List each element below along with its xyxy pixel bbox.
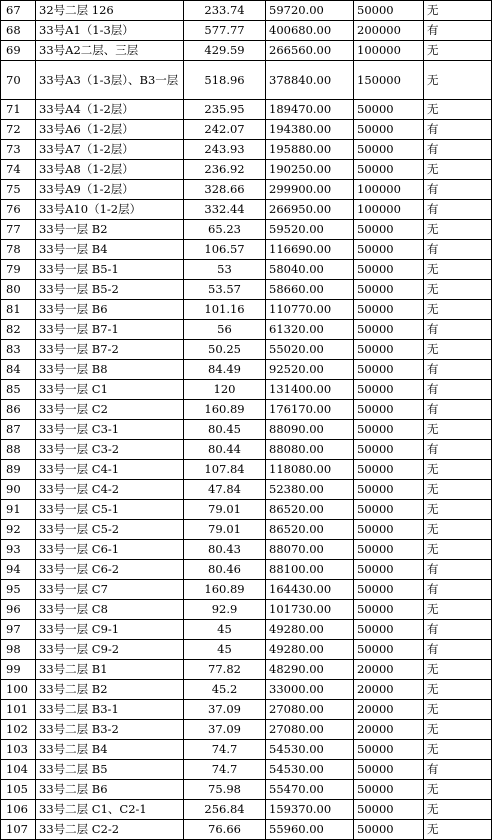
unit-name: 33号A7（1-2层） bbox=[36, 140, 184, 160]
unit-flag: 无 bbox=[424, 800, 492, 820]
unit-price: 92520.00 bbox=[266, 360, 354, 380]
table-row bbox=[1, 620, 492, 640]
unit-name: 33号一层 B7-1 bbox=[36, 320, 184, 340]
unit-flag: 有 bbox=[424, 240, 492, 260]
unit-name: 33号一层 C9-1 bbox=[36, 620, 184, 640]
table-row bbox=[1, 820, 492, 840]
unit-flag: 有 bbox=[424, 440, 492, 460]
unit-flag: 有 bbox=[424, 200, 492, 220]
table-row bbox=[1, 500, 492, 520]
table-row bbox=[1, 520, 492, 540]
unit-flag: 有 bbox=[424, 140, 492, 160]
table-row bbox=[1, 280, 492, 300]
unit-area: 45.2 bbox=[184, 680, 266, 700]
table-row bbox=[1, 720, 492, 740]
unit-price: 59720.00 bbox=[266, 1, 354, 21]
unit-area: 101.16 bbox=[184, 300, 266, 320]
unit-price: 299900.00 bbox=[266, 180, 354, 200]
unit-deposit: 20000 bbox=[354, 660, 424, 680]
unit-area: 235.95 bbox=[184, 100, 266, 120]
unit-deposit: 50000 bbox=[354, 560, 424, 580]
unit-flag: 有 bbox=[424, 560, 492, 580]
table-row bbox=[1, 460, 492, 480]
unit-area: 328.66 bbox=[184, 180, 266, 200]
table-row bbox=[1, 780, 492, 800]
unit-name: 33号一层 C3-1 bbox=[36, 420, 184, 440]
unit-name: 33号一层 C9-2 bbox=[36, 640, 184, 660]
unit-price: 110770.00 bbox=[266, 300, 354, 320]
row-number: 77 bbox=[1, 220, 36, 240]
unit-deposit: 50000 bbox=[354, 780, 424, 800]
unit-area: 107.84 bbox=[184, 460, 266, 480]
unit-area: 74.7 bbox=[184, 760, 266, 780]
table-row bbox=[1, 420, 492, 440]
unit-area: 233.74 bbox=[184, 1, 266, 21]
table-row bbox=[1, 640, 492, 660]
unit-deposit: 50000 bbox=[354, 740, 424, 760]
unit-area: 76.66 bbox=[184, 820, 266, 840]
unit-flag: 无 bbox=[424, 820, 492, 840]
unit-deposit: 50000 bbox=[354, 260, 424, 280]
unit-deposit: 50000 bbox=[354, 240, 424, 260]
unit-name: 33号A3（1-3层）、B3一层 bbox=[36, 61, 184, 100]
unit-deposit: 50000 bbox=[354, 640, 424, 660]
unit-area: 256.84 bbox=[184, 800, 266, 820]
unit-price: 190250.00 bbox=[266, 160, 354, 180]
unit-area: 120 bbox=[184, 380, 266, 400]
unit-name: 33号一层 C4-2 bbox=[36, 480, 184, 500]
row-number: 74 bbox=[1, 160, 36, 180]
unit-area: 236.92 bbox=[184, 160, 266, 180]
unit-area: 79.01 bbox=[184, 500, 266, 520]
unit-area: 45 bbox=[184, 640, 266, 660]
table-row bbox=[1, 800, 492, 820]
unit-deposit: 50000 bbox=[354, 100, 424, 120]
unit-price: 58660.00 bbox=[266, 280, 354, 300]
row-number: 71 bbox=[1, 100, 36, 120]
unit-flag: 有 bbox=[424, 400, 492, 420]
unit-price: 266560.00 bbox=[266, 41, 354, 61]
row-number: 69 bbox=[1, 41, 36, 61]
unit-flag: 无 bbox=[424, 700, 492, 720]
unit-price: 86520.00 bbox=[266, 500, 354, 520]
unit-name: 33号一层 C1 bbox=[36, 380, 184, 400]
unit-flag: 无 bbox=[424, 300, 492, 320]
unit-deposit: 50000 bbox=[354, 440, 424, 460]
unit-area: 80.46 bbox=[184, 560, 266, 580]
unit-price: 88070.00 bbox=[266, 540, 354, 560]
unit-flag: 无 bbox=[424, 780, 492, 800]
unit-deposit: 50000 bbox=[354, 760, 424, 780]
row-number: 81 bbox=[1, 300, 36, 320]
unit-price: 88080.00 bbox=[266, 440, 354, 460]
unit-flag: 无 bbox=[424, 100, 492, 120]
row-number: 107 bbox=[1, 820, 36, 840]
unit-price: 33000.00 bbox=[266, 680, 354, 700]
unit-flag: 无 bbox=[424, 160, 492, 180]
unit-deposit: 50000 bbox=[354, 320, 424, 340]
unit-deposit: 20000 bbox=[354, 720, 424, 740]
row-number: 99 bbox=[1, 660, 36, 680]
unit-area: 75.98 bbox=[184, 780, 266, 800]
unit-deposit: 50000 bbox=[354, 360, 424, 380]
unit-price: 116690.00 bbox=[266, 240, 354, 260]
row-number: 101 bbox=[1, 700, 36, 720]
table-row bbox=[1, 240, 492, 260]
unit-price: 195880.00 bbox=[266, 140, 354, 160]
unit-price: 101730.00 bbox=[266, 600, 354, 620]
table-row bbox=[1, 380, 492, 400]
unit-area: 92.9 bbox=[184, 600, 266, 620]
row-number: 90 bbox=[1, 480, 36, 500]
unit-flag: 无 bbox=[424, 220, 492, 240]
table-row bbox=[1, 580, 492, 600]
unit-flag: 无 bbox=[424, 420, 492, 440]
row-number: 103 bbox=[1, 740, 36, 760]
table-row bbox=[1, 480, 492, 500]
unit-price: 49280.00 bbox=[266, 620, 354, 640]
row-number: 95 bbox=[1, 580, 36, 600]
row-number: 98 bbox=[1, 640, 36, 660]
unit-flag: 有 bbox=[424, 620, 492, 640]
unit-price: 194380.00 bbox=[266, 120, 354, 140]
unit-area: 160.89 bbox=[184, 580, 266, 600]
unit-name: 33号二层 B4 bbox=[36, 740, 184, 760]
table-row bbox=[1, 180, 492, 200]
row-number: 73 bbox=[1, 140, 36, 160]
unit-area: 37.09 bbox=[184, 700, 266, 720]
row-number: 83 bbox=[1, 340, 36, 360]
unit-deposit: 50000 bbox=[354, 480, 424, 500]
unit-area: 106.57 bbox=[184, 240, 266, 260]
unit-deposit: 20000 bbox=[354, 700, 424, 720]
unit-deposit: 50000 bbox=[354, 340, 424, 360]
row-number: 97 bbox=[1, 620, 36, 640]
unit-price: 52380.00 bbox=[266, 480, 354, 500]
row-number: 72 bbox=[1, 120, 36, 140]
unit-name: 33号A4（1-2层） bbox=[36, 100, 184, 120]
unit-flag: 有 bbox=[424, 580, 492, 600]
table-row bbox=[1, 1, 492, 21]
table-row bbox=[1, 540, 492, 560]
row-number: 80 bbox=[1, 280, 36, 300]
row-number: 75 bbox=[1, 180, 36, 200]
unit-area: 80.45 bbox=[184, 420, 266, 440]
unit-price: 189470.00 bbox=[266, 100, 354, 120]
row-number: 102 bbox=[1, 720, 36, 740]
unit-area: 160.89 bbox=[184, 400, 266, 420]
unit-price: 266950.00 bbox=[266, 200, 354, 220]
unit-flag: 有 bbox=[424, 760, 492, 780]
row-number: 86 bbox=[1, 400, 36, 420]
unit-flag: 有 bbox=[424, 640, 492, 660]
unit-flag: 无 bbox=[424, 660, 492, 680]
unit-name: 33号A9（1-2层） bbox=[36, 180, 184, 200]
row-number: 96 bbox=[1, 600, 36, 620]
unit-price: 118080.00 bbox=[266, 460, 354, 480]
unit-flag: 无 bbox=[424, 260, 492, 280]
unit-price: 61320.00 bbox=[266, 320, 354, 340]
unit-area: 518.96 bbox=[184, 61, 266, 100]
unit-price: 55960.00 bbox=[266, 820, 354, 840]
unit-name: 33号一层 B7-2 bbox=[36, 340, 184, 360]
unit-name: 33号一层 C5-2 bbox=[36, 520, 184, 540]
unit-deposit: 50000 bbox=[354, 300, 424, 320]
table-row bbox=[1, 760, 492, 780]
unit-flag: 无 bbox=[424, 460, 492, 480]
row-number: 79 bbox=[1, 260, 36, 280]
unit-flag: 无 bbox=[424, 280, 492, 300]
unit-price: 58040.00 bbox=[266, 260, 354, 280]
unit-name: 33号一层 B5-2 bbox=[36, 280, 184, 300]
unit-price: 378840.00 bbox=[266, 61, 354, 100]
unit-name: 33号二层 B3-2 bbox=[36, 720, 184, 740]
unit-flag: 有 bbox=[424, 120, 492, 140]
unit-flag: 有 bbox=[424, 320, 492, 340]
unit-deposit: 50000 bbox=[354, 580, 424, 600]
unit-area: 243.93 bbox=[184, 140, 266, 160]
unit-deposit: 50000 bbox=[354, 1, 424, 21]
unit-area: 74.7 bbox=[184, 740, 266, 760]
unit-deposit: 50000 bbox=[354, 460, 424, 480]
unit-flag: 无 bbox=[424, 600, 492, 620]
unit-area: 53.57 bbox=[184, 280, 266, 300]
unit-deposit: 50000 bbox=[354, 160, 424, 180]
unit-deposit: 100000 bbox=[354, 41, 424, 61]
unit-area: 577.77 bbox=[184, 21, 266, 41]
unit-area: 80.43 bbox=[184, 540, 266, 560]
row-number: 84 bbox=[1, 360, 36, 380]
table-row bbox=[1, 220, 492, 240]
unit-price: 48290.00 bbox=[266, 660, 354, 680]
unit-price: 176170.00 bbox=[266, 400, 354, 420]
unit-area: 56 bbox=[184, 320, 266, 340]
unit-deposit: 50000 bbox=[354, 400, 424, 420]
unit-deposit: 100000 bbox=[354, 200, 424, 220]
row-number: 87 bbox=[1, 420, 36, 440]
unit-name: 33号二层 B6 bbox=[36, 780, 184, 800]
unit-name: 32号二层 126 bbox=[36, 1, 184, 21]
row-number: 78 bbox=[1, 240, 36, 260]
table-row bbox=[1, 660, 492, 680]
unit-name: 33号A8（1-2层） bbox=[36, 160, 184, 180]
unit-deposit: 50000 bbox=[354, 600, 424, 620]
unit-deposit: 50000 bbox=[354, 420, 424, 440]
unit-deposit: 200000 bbox=[354, 21, 424, 41]
unit-name: 33号一层 C2 bbox=[36, 400, 184, 420]
unit-price: 54530.00 bbox=[266, 760, 354, 780]
unit-deposit: 100000 bbox=[354, 180, 424, 200]
unit-deposit: 50000 bbox=[354, 500, 424, 520]
unit-name: 33号一层 C6-2 bbox=[36, 560, 184, 580]
unit-name: 33号二层 B3-1 bbox=[36, 700, 184, 720]
table-row bbox=[1, 700, 492, 720]
unit-flag: 无 bbox=[424, 500, 492, 520]
row-number: 91 bbox=[1, 500, 36, 520]
unit-area: 429.59 bbox=[184, 41, 266, 61]
row-number: 106 bbox=[1, 800, 36, 820]
unit-name: 33号一层 C7 bbox=[36, 580, 184, 600]
row-number: 82 bbox=[1, 320, 36, 340]
row-number: 67 bbox=[1, 1, 36, 21]
unit-price: 159370.00 bbox=[266, 800, 354, 820]
unit-deposit: 50000 bbox=[354, 280, 424, 300]
row-number: 88 bbox=[1, 440, 36, 460]
unit-price: 55470.00 bbox=[266, 780, 354, 800]
unit-area: 45 bbox=[184, 620, 266, 640]
unit-name: 33号一层 C4-1 bbox=[36, 460, 184, 480]
unit-flag: 无 bbox=[424, 340, 492, 360]
unit-flag: 无 bbox=[424, 1, 492, 21]
table-row bbox=[1, 100, 492, 120]
unit-area: 84.49 bbox=[184, 360, 266, 380]
unit-price: 86520.00 bbox=[266, 520, 354, 540]
unit-area: 80.44 bbox=[184, 440, 266, 460]
table-row bbox=[1, 300, 492, 320]
unit-price: 88090.00 bbox=[266, 420, 354, 440]
unit-name: 33号二层 B5 bbox=[36, 760, 184, 780]
unit-price: 49280.00 bbox=[266, 640, 354, 660]
unit-price: 54530.00 bbox=[266, 740, 354, 760]
unit-price: 400680.00 bbox=[266, 21, 354, 41]
unit-name: 33号一层 C6-1 bbox=[36, 540, 184, 560]
unit-area: 65.23 bbox=[184, 220, 266, 240]
unit-name: 33号一层 B5-1 bbox=[36, 260, 184, 280]
unit-deposit: 50000 bbox=[354, 120, 424, 140]
unit-flag: 无 bbox=[424, 720, 492, 740]
unit-deposit: 50000 bbox=[354, 140, 424, 160]
table-row bbox=[1, 200, 492, 220]
unit-flag: 无 bbox=[424, 41, 492, 61]
unit-flag: 有 bbox=[424, 380, 492, 400]
row-number: 76 bbox=[1, 200, 36, 220]
unit-flag: 无 bbox=[424, 540, 492, 560]
table-row bbox=[1, 360, 492, 380]
unit-price: 164430.00 bbox=[266, 580, 354, 600]
table-body bbox=[1, 1, 492, 840]
row-number: 92 bbox=[1, 520, 36, 540]
unit-flag: 无 bbox=[424, 480, 492, 500]
unit-price: 131400.00 bbox=[266, 380, 354, 400]
unit-name: 33号一层 B2 bbox=[36, 220, 184, 240]
row-number: 104 bbox=[1, 760, 36, 780]
unit-deposit: 50000 bbox=[354, 540, 424, 560]
unit-name: 33号A1（1-3层） bbox=[36, 21, 184, 41]
unit-deposit: 150000 bbox=[354, 61, 424, 100]
unit-area: 79.01 bbox=[184, 520, 266, 540]
unit-area: 50.25 bbox=[184, 340, 266, 360]
table-row bbox=[1, 400, 492, 420]
table-row bbox=[1, 140, 492, 160]
table-row bbox=[1, 340, 492, 360]
unit-deposit: 50000 bbox=[354, 620, 424, 640]
unit-name: 33号A6（1-2层） bbox=[36, 120, 184, 140]
unit-flag: 无 bbox=[424, 61, 492, 100]
row-number: 100 bbox=[1, 680, 36, 700]
table-row bbox=[1, 600, 492, 620]
table-row bbox=[1, 21, 492, 41]
unit-area: 77.82 bbox=[184, 660, 266, 680]
unit-name: 33号一层 B8 bbox=[36, 360, 184, 380]
unit-name: 33号一层 B4 bbox=[36, 240, 184, 260]
row-number: 70 bbox=[1, 61, 36, 100]
unit-flag: 无 bbox=[424, 680, 492, 700]
unit-flag: 有 bbox=[424, 21, 492, 41]
unit-price: 27080.00 bbox=[266, 720, 354, 740]
unit-name: 33号二层 B1 bbox=[36, 660, 184, 680]
row-number: 94 bbox=[1, 560, 36, 580]
unit-area: 53 bbox=[184, 260, 266, 280]
unit-deposit: 50000 bbox=[354, 820, 424, 840]
table-row bbox=[1, 120, 492, 140]
unit-name: 33号一层 C5-1 bbox=[36, 500, 184, 520]
unit-deposit: 20000 bbox=[354, 680, 424, 700]
table-row bbox=[1, 560, 492, 580]
unit-price: 55020.00 bbox=[266, 340, 354, 360]
unit-name: 33号二层 C1、C2-1 bbox=[36, 800, 184, 820]
unit-area: 47.84 bbox=[184, 480, 266, 500]
unit-name: 33号一层 C8 bbox=[36, 600, 184, 620]
unit-name: 33号二层 C2-2 bbox=[36, 820, 184, 840]
table-row bbox=[1, 320, 492, 340]
unit-name: 33号一层 B6 bbox=[36, 300, 184, 320]
unit-flag: 有 bbox=[424, 180, 492, 200]
unit-deposit: 50000 bbox=[354, 220, 424, 240]
unit-deposit: 50000 bbox=[354, 380, 424, 400]
unit-area: 332.44 bbox=[184, 200, 266, 220]
row-number: 105 bbox=[1, 780, 36, 800]
unit-area: 37.09 bbox=[184, 720, 266, 740]
table-row bbox=[1, 260, 492, 280]
unit-flag: 无 bbox=[424, 520, 492, 540]
unit-deposit: 50000 bbox=[354, 800, 424, 820]
unit-flag: 有 bbox=[424, 360, 492, 380]
table-row bbox=[1, 740, 492, 760]
unit-name: 33号A2二层、三层 bbox=[36, 41, 184, 61]
unit-price: 59520.00 bbox=[266, 220, 354, 240]
table-row bbox=[1, 160, 492, 180]
table-row bbox=[1, 440, 492, 460]
unit-name: 33号一层 C3-2 bbox=[36, 440, 184, 460]
unit-name: 33号A10（1-2层） bbox=[36, 200, 184, 220]
row-number: 93 bbox=[1, 540, 36, 560]
unit-deposit: 50000 bbox=[354, 520, 424, 540]
row-number: 85 bbox=[1, 380, 36, 400]
row-number: 68 bbox=[1, 21, 36, 41]
unit-name: 33号二层 B2 bbox=[36, 680, 184, 700]
table-row bbox=[1, 41, 492, 61]
unit-price: 88100.00 bbox=[266, 560, 354, 580]
table-row bbox=[1, 61, 492, 100]
table-row bbox=[1, 680, 492, 700]
unit-flag: 无 bbox=[424, 740, 492, 760]
row-number: 89 bbox=[1, 460, 36, 480]
unit-price: 27080.00 bbox=[266, 700, 354, 720]
unit-area: 242.07 bbox=[184, 120, 266, 140]
